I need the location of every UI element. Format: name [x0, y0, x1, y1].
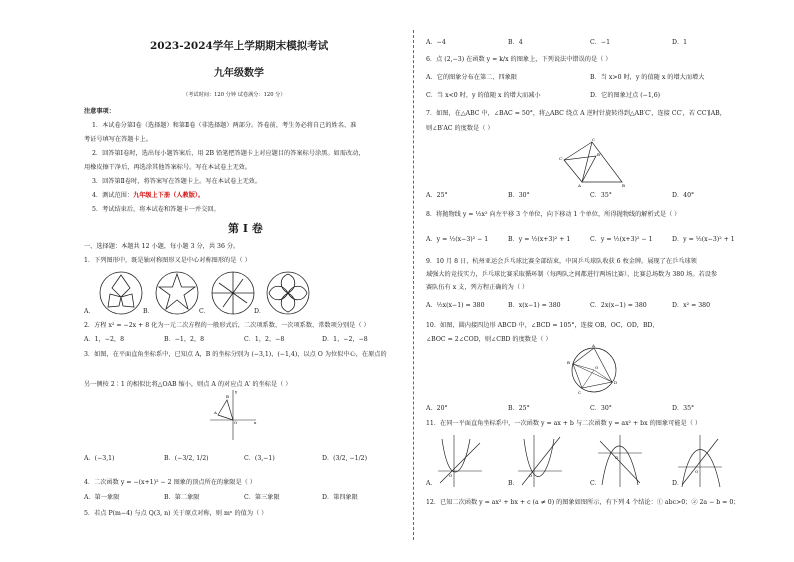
svg-text:B′: B′ [597, 152, 601, 157]
question-6: 6．点 (2,−3) 在函数 y = k/x 的图象上，下列说法中错误的是（ ） [426, 56, 612, 63]
svg-text:y: y [235, 389, 238, 394]
exam-subject: 九年级数学 [214, 68, 264, 79]
q11-graph-c [596, 433, 644, 489]
note-line: 考证号填写在答题卡上。 [84, 136, 153, 143]
svg-text:A: A [592, 343, 595, 348]
svg-text:C: C [578, 390, 582, 395]
note-line [92, 192, 204, 200]
svg-text:B: B [622, 183, 625, 188]
exam-title: 2023-2024学年上学期期末模拟考试 [150, 40, 329, 52]
question-3-line-1: 3．如图，在平面直角坐标系中，已知点 A，B 的坐标分别为 (−3,1)，(−1,4)，以点 O 为位似中心，在原点的 [84, 351, 387, 358]
q7-rotation-figure [558, 134, 630, 188]
scope-value: 九年级上下册（人教版）。 [133, 192, 205, 199]
q1-figure-c [209, 270, 257, 316]
q11-graph-b [516, 433, 564, 489]
svg-text:O: O [449, 473, 453, 478]
svg-text:x: x [254, 420, 257, 425]
q3-coordinate-figure [206, 386, 258, 442]
question-3-line-2: 另一侧按 2∶1 的相似比将△OAB 缩小，则点 A 的对应点 A′ 的坐标是（ ） [84, 381, 292, 388]
q9-option-b[interactable]: B．x(x−1) = 380 [508, 302, 561, 309]
svg-text:B: B [567, 360, 570, 365]
q1-figure-a [97, 270, 145, 316]
section-title: 第 Ⅰ 卷 [228, 222, 263, 235]
q10-option-c[interactable]: C．30° [590, 405, 612, 412]
q6-option-b[interactable]: B．当 x>0 时，y 的值随 x 的增大而增大 [590, 74, 705, 81]
note-line: 用橡皮擦干净后，再选涂其他答案标号。写在本试卷上无效。 [84, 164, 252, 171]
svg-text:O: O [529, 473, 533, 478]
q9-option-c[interactable]: C．2x(x−1) = 380 [590, 302, 647, 309]
svg-text:O: O [695, 469, 699, 474]
q1-figure-b [153, 270, 201, 316]
svg-text:O: O [234, 420, 238, 425]
q3-option-a[interactable]: A．(−3,1) [84, 455, 115, 462]
q8-option-c[interactable]: C．y = ½(x+3)² − 1 [590, 236, 653, 243]
q10-option-d[interactable]: D．35° [672, 405, 695, 412]
q5-option-b[interactable]: B．4 [508, 39, 523, 46]
q11-option-c[interactable]: C． [590, 480, 601, 487]
q1-figure-d [264, 270, 312, 316]
q11-option-a[interactable]: A． [426, 480, 437, 487]
q10-circle-figure [564, 344, 624, 396]
section-intro: 一、选择题：本题共 12 小题，每小题 3 分，共 36 分。 [84, 243, 240, 250]
q8-option-b[interactable]: B．y = ½(x+3)² + 1 [508, 236, 571, 243]
q7-option-c[interactable]: C．35° [590, 192, 612, 199]
q4-option-c[interactable]: C．第三象限 [244, 494, 280, 501]
q8-option-a[interactable]: A．y = ½(x−3)² − 1 [426, 236, 489, 243]
column-divider [413, 30, 414, 540]
q3-option-b[interactable]: B．(−3/2, 1/2) [164, 455, 209, 462]
question-10-line-1: 10．如图，圆内接四边形 ABCD 中，∠BCD = 105°，连接 OB，OC，OD，BD， [426, 322, 659, 329]
q6-option-d[interactable]: D．它的图象过点 (−1,6) [590, 92, 661, 99]
svg-text:D: D [614, 380, 618, 385]
q3-option-d[interactable]: D．(3/2, −1/2) [322, 455, 368, 462]
question-11: 11．在同一平面直角坐标系中，一次函数 y = ax + b 与二次函数 y = ax² + bx 的图象可能是（ ） [426, 420, 702, 427]
q5-option-a[interactable]: A．−4 [426, 39, 446, 46]
svg-text:O: O [595, 365, 599, 370]
q6-option-c[interactable]: C．当 x<0 时，y 的值随 x 的增大而减小 [426, 92, 541, 99]
q9-option-d[interactable]: D．x² = 380 [672, 302, 711, 309]
svg-text:A: A [578, 183, 581, 188]
svg-text:C′: C′ [559, 156, 563, 161]
q1-option-b[interactable]: B． [143, 308, 154, 315]
q2-option-c[interactable]: C．1，2，−8 [244, 336, 285, 343]
q2-option-b[interactable]: B．−1，2，8 [164, 336, 205, 343]
q11-graph-a [436, 433, 484, 489]
svg-text:O: O [615, 455, 619, 460]
q6-option-a[interactable]: A．它的图象分布在第二、四象限 [426, 74, 518, 81]
scope-label: 4．测试范围： [92, 192, 134, 199]
svg-text:C: C [592, 137, 596, 142]
q3-option-c[interactable]: C．(3,−1) [244, 455, 275, 462]
q11-option-d[interactable]: D． [672, 480, 684, 487]
q4-option-b[interactable]: B．第二象限 [164, 494, 200, 501]
question-7-line-1: 7．如图，在△ABC 中，∠BAC = 50°，将△ABC 绕点 A 逆时针旋转得到△AB′C′，连接 CC′，若 CC′∥AB， [426, 110, 726, 117]
q7-option-b[interactable]: B．30° [508, 192, 530, 199]
q11-option-b[interactable]: B． [508, 480, 519, 487]
q4-option-a[interactable]: A．第一象限 [84, 494, 120, 501]
question-9-line-1: 9．10 月 8 日，杭州亚运会乒乓球比赛全部结束，中国乒乓球队收获 6 枚金牌。展现了在乒乓球领 [426, 258, 697, 265]
q7-option-a[interactable]: A．25° [426, 192, 448, 199]
q4-option-d[interactable]: D．第四象限 [322, 494, 358, 501]
question-7-line-2: 则∠B′AC 的度数是（ ） [426, 125, 494, 132]
q5-option-d[interactable]: D．1 [672, 39, 688, 46]
question-12: 12．已知二次函数 y = ax² + bx + c (a ≠ 0) 的图象如图所示，有下列 4 个结论：① abc>0；② 2a − b = 0； [426, 499, 740, 506]
note-line: 1．本试卷分第Ⅰ卷（选择题）和第Ⅱ卷（非选择题）两部分。答卷前，考生务必将自己的姓名、准 [92, 122, 357, 129]
q10-option-b[interactable]: B．25° [508, 405, 530, 412]
q9-option-a[interactable]: A．½x(x−1) = 380 [426, 302, 485, 309]
q10-option-a[interactable]: A．20° [426, 405, 448, 412]
question-1: 1．下列图形中，既是轴对称图形又是中心对称图形的是（ ） [84, 257, 251, 264]
q1-option-c[interactable]: C． [199, 308, 210, 315]
q8-option-d[interactable]: D．y = ½(x−3)² + 1 [672, 236, 735, 243]
svg-text:A: A [214, 410, 217, 415]
exam-meta: （考试时间：120 分钟 试卷满分：120 分） [183, 92, 286, 98]
q1-option-d[interactable]: D． [254, 308, 266, 315]
note-line: 3．回答第Ⅱ卷时，将答案写在答题卡上。写在本试卷上无效。 [92, 178, 262, 185]
q2-option-a[interactable]: A．1，−2，8 [84, 336, 125, 343]
q5-option-c[interactable]: C．−1 [590, 39, 611, 46]
note-line: 2．回答第Ⅰ卷时，选出每小题答案后，用 2B 铅笔把答题卡上对应题目的答案标号涂黑。如需改动， [92, 150, 365, 157]
svg-text:B: B [226, 394, 229, 399]
question-5: 5．若点 P(m−4) 与点 Q(3, n) 关于原点对称，则 mⁿ 的值为（ ） [84, 510, 268, 517]
q11-graph-d [676, 433, 724, 489]
question-10-line-2: ∠BOC = 2∠COD，则∠CBD 的度数是（ ） [426, 336, 552, 343]
question-9-line-3: 赛队伍有 x 支，列方程正确的为（ ） [426, 284, 529, 291]
q7-option-d[interactable]: D．40° [672, 192, 695, 199]
notes-heading: 注意事项： [84, 108, 115, 115]
q1-option-a[interactable]: A． [84, 308, 95, 315]
question-8: 8．将抛物线 y = ½x² 向左平移 3 个单位，向下移动 1 个单位，所得抛物线的解析式是（ ） [426, 211, 681, 218]
question-2: 2．方程 x² = −2x + 8 化为一元二次方程的一般形式后，二次项系数、一次项系数、常数项分别是（ ） [84, 322, 370, 329]
question-4: 4．二次函数 y = −(x+1)² − 2 图象的顶点所在的象限是（ ） [84, 479, 256, 486]
question-9-line-2: 域强大的竞技实力，乒乓球比赛采取循环制（每两队之间都进行两场比赛），比赛总场数为 380 场。若设参 [426, 271, 718, 278]
q2-option-d[interactable]: D．1，−2，−8 [322, 336, 368, 343]
note-line: 5．考试结束后，将本试卷和答题卡一并交回。 [92, 206, 220, 213]
